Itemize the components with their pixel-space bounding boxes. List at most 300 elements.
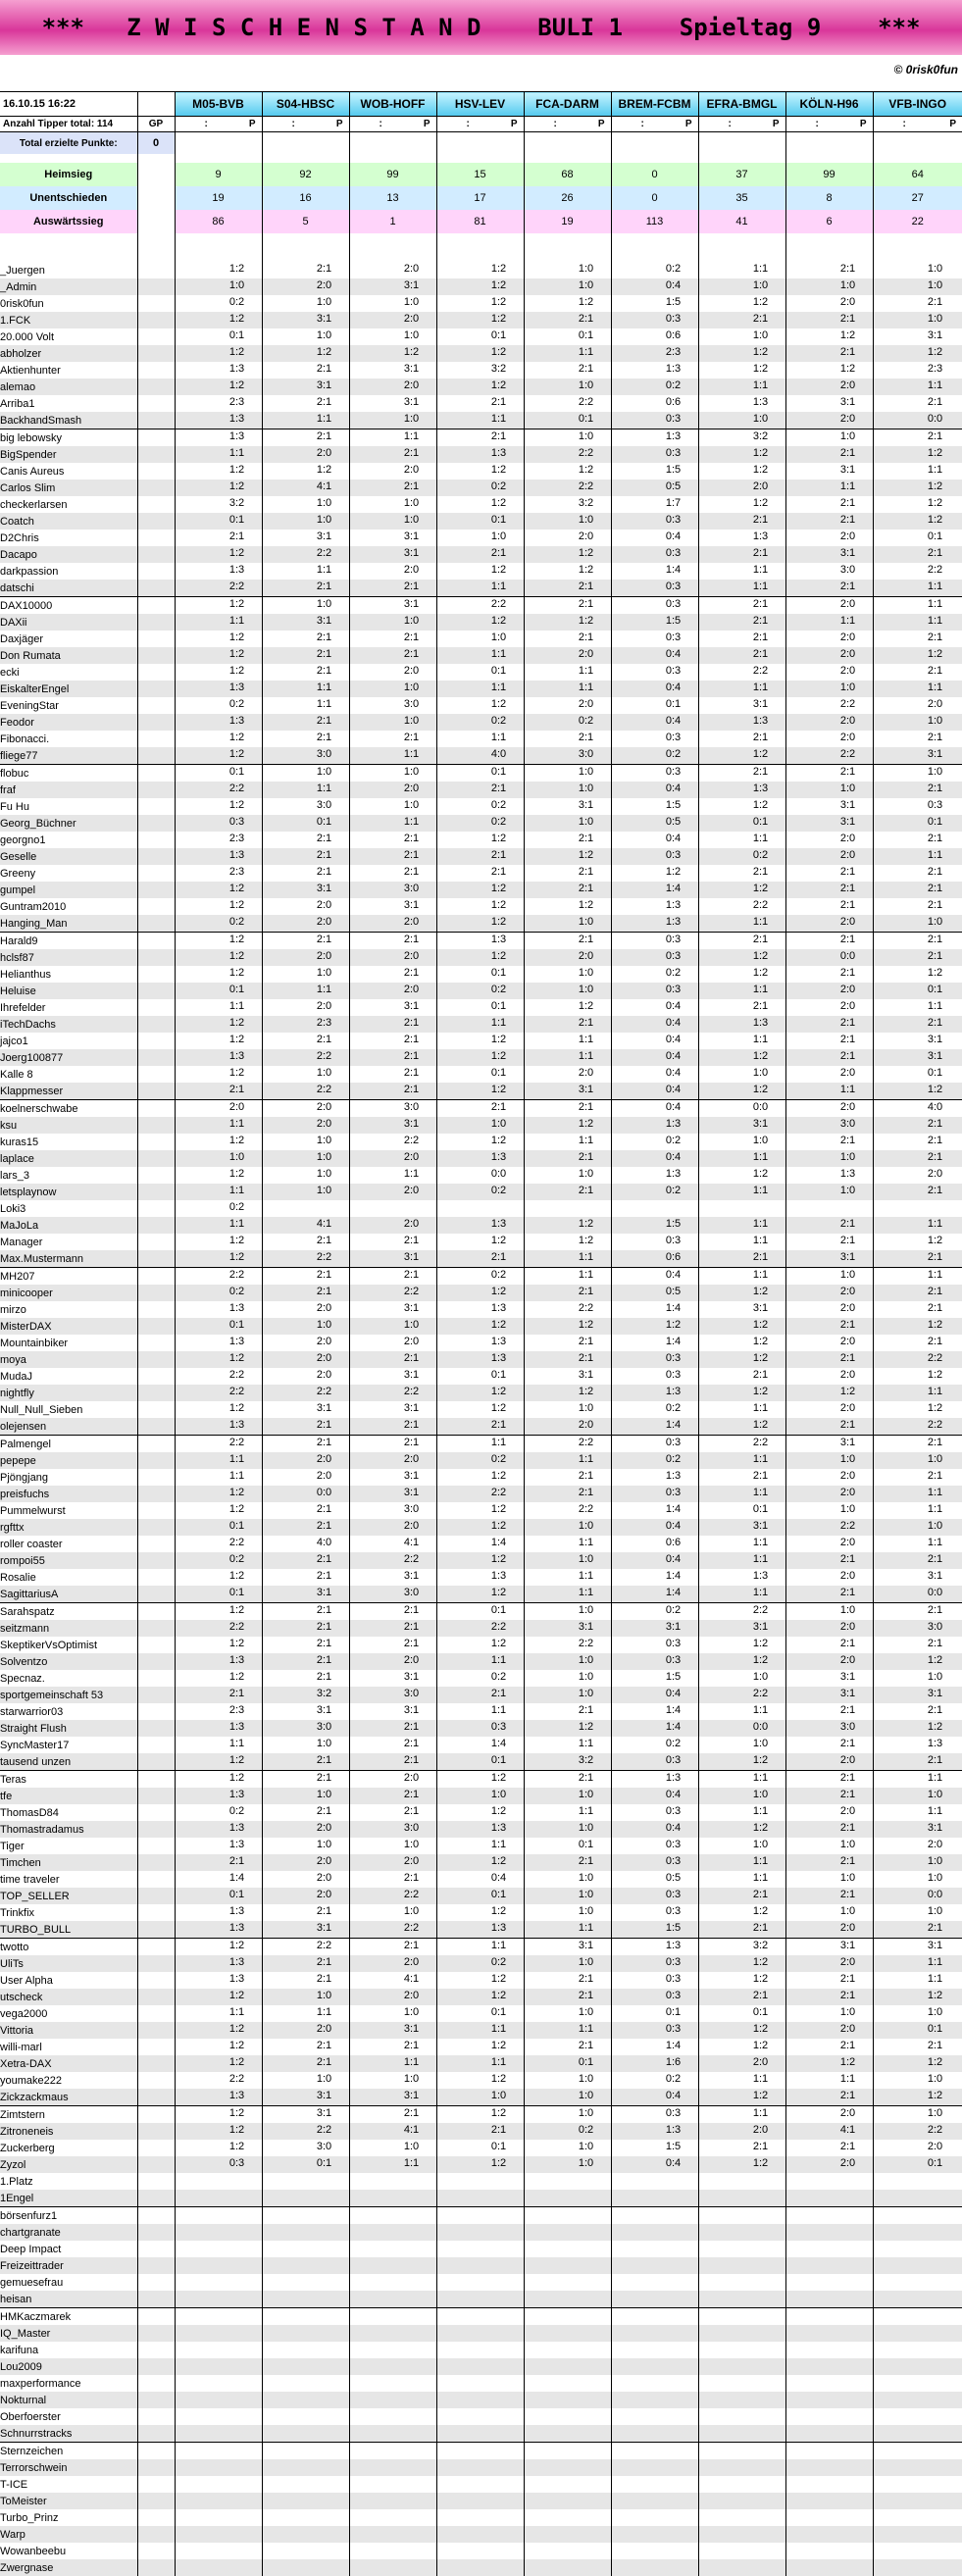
- tip-cell: [698, 614, 785, 631]
- tip-cell: [175, 395, 262, 412]
- tip-value: 1:2: [490, 1520, 507, 1532]
- tip-cell: [524, 2156, 611, 2173]
- tip-value: 1:0: [927, 715, 943, 727]
- tip-value: 2:2: [403, 1386, 420, 1397]
- tip-cell: [785, 1117, 873, 1134]
- tip-value: 1:2: [228, 1772, 245, 1784]
- tip-value: 1:3: [665, 1772, 682, 1784]
- tip-cell: [611, 882, 698, 898]
- tip-cell: [175, 832, 262, 848]
- tip-cell: [262, 1955, 349, 1972]
- date-time: 16.10.15 16:22: [0, 92, 137, 117]
- tip-cell: [175, 1318, 262, 1335]
- tip-cell: [873, 747, 962, 765]
- tip-cell: [785, 782, 873, 798]
- player-row: [0, 395, 962, 412]
- tip-value: 1:1: [490, 1940, 507, 1951]
- player-name: Warp: [0, 2526, 137, 2543]
- tip-cell: [349, 2156, 436, 2173]
- tip-cell: [349, 747, 436, 765]
- player-row: [0, 2207, 962, 2225]
- tip-value: 1:1: [490, 1839, 507, 1850]
- tip-cell: [524, 1939, 611, 1956]
- tip-value: 2:1: [927, 1922, 943, 1934]
- tip-cell: [524, 1301, 611, 1318]
- tip-cell: [873, 2291, 962, 2308]
- player-name: moya: [0, 1351, 137, 1368]
- tip-cell: [436, 2425, 524, 2443]
- tip-value: 1:3: [665, 899, 682, 911]
- tip-cell: [262, 2224, 349, 2241]
- tip-cell: [873, 2123, 962, 2140]
- player-row: [0, 2476, 962, 2493]
- tip-cell: [349, 2308, 436, 2326]
- player-row: [0, 1285, 962, 1301]
- stat-gp-cell: [137, 210, 175, 233]
- tip-cell: [436, 2190, 524, 2207]
- tip-cell: [262, 1737, 349, 1753]
- tip-cell: [175, 815, 262, 832]
- tip-value: 3:1: [316, 1587, 332, 1598]
- tip-cell: [611, 1100, 698, 1118]
- tip-value: 1:2: [752, 2090, 769, 2101]
- tip-cell: [349, 2072, 436, 2089]
- tip-value: 1:2: [490, 883, 507, 894]
- tip-cell: [175, 1033, 262, 1049]
- tip-cell: [611, 1972, 698, 1989]
- tip-value: 0:2: [490, 816, 507, 828]
- tip-cell: [524, 2140, 611, 2156]
- tip-value: 3:0: [403, 883, 420, 894]
- player-name: Ihrefelder: [0, 1001, 46, 1014]
- tip-value: 2:1: [927, 1336, 943, 1347]
- player-gp: [137, 2190, 175, 2207]
- player-name: Straight Flush: [0, 1720, 137, 1737]
- tip-value: 1:4: [665, 1336, 682, 1347]
- tip-value: 1:2: [927, 2090, 943, 2101]
- tip-cell: [349, 1234, 436, 1250]
- player-row: [0, 1536, 962, 1552]
- tip-subheader: [524, 117, 611, 132]
- tip-cell: [262, 480, 349, 496]
- tip-cell: [175, 2325, 262, 2342]
- tip-value: 1:2: [403, 346, 420, 358]
- player-gp: [137, 1100, 175, 1118]
- player-row: [0, 2559, 962, 2576]
- player-row: [0, 295, 962, 312]
- tip-value: 1:2: [927, 1369, 943, 1381]
- tip-value: 1:0: [316, 1067, 332, 1079]
- tip-value: 0:1: [578, 329, 594, 341]
- tip-cell: [349, 915, 436, 933]
- tip-cell: [175, 1904, 262, 1921]
- tip-value: 1:2: [228, 1402, 245, 1414]
- player-row: [0, 1519, 962, 1536]
- tip-value: 2:1: [403, 934, 420, 945]
- tip-cell: [262, 731, 349, 747]
- player-name: ThomasD84: [0, 1806, 59, 1819]
- tip-value: 1:3: [228, 1302, 245, 1314]
- tip-cell: [698, 647, 785, 664]
- tip-value: 1:2: [490, 1805, 507, 1817]
- player-gp: [137, 2274, 175, 2291]
- tip-cell: [698, 597, 785, 615]
- tip-value: 1:1: [927, 1269, 943, 1281]
- tip-cell: [262, 2190, 349, 2207]
- tip-cell: [873, 933, 962, 950]
- tip-cell: [524, 681, 611, 697]
- tip-value: 3:1: [403, 547, 420, 559]
- tip-value: 1:0: [403, 2006, 420, 2018]
- tip-cell: [873, 999, 962, 1016]
- tip-value: 2:1: [316, 581, 332, 592]
- tip-value: 2:0: [316, 1118, 332, 1130]
- tip-cell: [524, 2476, 611, 2493]
- tip-cell: [262, 2559, 349, 2576]
- tip-cell: [524, 933, 611, 950]
- spacer-cell: [873, 233, 962, 262]
- tip-value: 1:1: [228, 1738, 245, 1749]
- tip-cell: [524, 1804, 611, 1821]
- player-gp: [137, 1955, 175, 1972]
- tip-cell: [873, 1502, 962, 1519]
- tip-cell: [611, 1703, 698, 1720]
- tip-value: 1:1: [752, 1034, 769, 1045]
- tip-value: 2:1: [316, 1772, 332, 1784]
- player-name: Thomastradamus: [0, 1821, 137, 1838]
- tip-value: 1:0: [403, 1319, 420, 1331]
- tip-value: 1:0: [927, 1453, 943, 1465]
- tip-cell: [785, 2005, 873, 2022]
- tip-value: 0:3: [665, 1889, 682, 1900]
- player-row: [0, 1184, 962, 1200]
- tip-cell: [349, 1637, 436, 1653]
- player-row: [0, 1033, 962, 1049]
- tip-cell: [785, 412, 873, 429]
- tip-cell: [873, 1318, 962, 1335]
- tip-value: 2:0: [839, 1537, 856, 1548]
- tip-cell: [873, 1268, 962, 1286]
- tip-value: 2:1: [927, 1302, 943, 1314]
- tip-cell: [349, 2392, 436, 2408]
- tip-cell: [698, 412, 785, 429]
- player-gp: [137, 463, 175, 480]
- player-name: time traveler: [0, 1873, 60, 1886]
- spacer-cell: [137, 154, 175, 163]
- tip-value: 1:0: [403, 296, 420, 308]
- tip-cell: [262, 1904, 349, 1921]
- tip-value: 1:3: [228, 1789, 245, 1800]
- tip-value: 1:4: [665, 1503, 682, 1515]
- tip-value: 1:2: [927, 648, 943, 660]
- spacer-cell: [611, 154, 698, 163]
- tip-value: 3:2: [316, 1688, 332, 1699]
- tip-cell: [175, 429, 262, 447]
- tip-cell: [698, 2022, 785, 2039]
- tip-cell: [611, 2493, 698, 2509]
- tip-cell: [698, 747, 785, 765]
- tip-value: 3:1: [665, 1621, 682, 1633]
- tip-cell: [349, 2375, 436, 2392]
- tip-value: 1:0: [578, 1553, 594, 1565]
- player-gp: [137, 832, 175, 848]
- tip-value: 1:0: [927, 279, 943, 291]
- player-name: Xetra-DAX: [0, 2055, 137, 2072]
- player-name: fliege77: [0, 747, 137, 765]
- tip-cell: [524, 2325, 611, 2342]
- tip-value: 1:2: [228, 1487, 245, 1498]
- tip-value: 2:1: [839, 967, 856, 979]
- tip-value: 2:1: [578, 598, 594, 610]
- player-name: MaJoLa: [0, 1217, 137, 1234]
- tip-value: 2:0: [839, 1067, 856, 1079]
- player-row: [0, 2089, 962, 2106]
- tip-cell: [698, 1536, 785, 1552]
- tip-cell: [349, 1134, 436, 1150]
- tip-value: 1:0: [927, 916, 943, 928]
- tip-value: 1:0: [752, 1789, 769, 1800]
- tip-cell: [785, 898, 873, 915]
- tip-value: 1:3: [752, 1017, 769, 1029]
- tip-value: 1:3: [665, 916, 682, 928]
- player-gp: [137, 1552, 175, 1569]
- tip-value: 1:0: [578, 514, 594, 526]
- tip-value: 1:2: [228, 313, 245, 325]
- player-gp: [137, 2224, 175, 2241]
- tip-value: 1:1: [403, 748, 420, 760]
- tip-cell: [349, 681, 436, 697]
- stat-value: 68: [524, 163, 611, 186]
- tip-cell: [175, 312, 262, 328]
- tip-value: 2:1: [316, 866, 332, 878]
- tip-cell: [175, 1989, 262, 2005]
- player-name: minicooper: [0, 1285, 137, 1301]
- tip-cell: [698, 898, 785, 915]
- tip-cell: [349, 731, 436, 747]
- tip-cell: [698, 1217, 785, 1234]
- tip-cell: [175, 1620, 262, 1637]
- page-banner: [0, 0, 962, 55]
- tip-cell: [262, 1703, 349, 1720]
- tip-cell: [436, 1217, 524, 1234]
- tip-value: 2:1: [403, 1352, 420, 1364]
- tip-cell: [873, 1150, 962, 1167]
- tip-value: 1:1: [228, 447, 245, 459]
- spacer-row: [0, 154, 962, 163]
- tip-cell: [349, 1569, 436, 1586]
- tip-value: 1:2: [927, 497, 943, 509]
- player-gp: [137, 1217, 175, 1234]
- tip-cell: [785, 513, 873, 530]
- tip-cell: [524, 2375, 611, 2392]
- tip-value: 3:0: [403, 1101, 420, 1113]
- tip-cell: [611, 2291, 698, 2308]
- tip-value: 0:3: [665, 598, 682, 610]
- tip-value: 1:0: [403, 329, 420, 341]
- tip-value: 0:3: [665, 950, 682, 962]
- tip-cell: [698, 1955, 785, 1972]
- tip-cell: [611, 2443, 698, 2460]
- player-row: [0, 2156, 962, 2173]
- tip-cell: [262, 966, 349, 983]
- tip-cell: [873, 966, 962, 983]
- tip-cell: [175, 647, 262, 664]
- player-name: User Alpha: [0, 1974, 53, 1987]
- tip-cell: [436, 312, 524, 328]
- tip-cell: [785, 1234, 873, 1250]
- tip-cell: [698, 2173, 785, 2190]
- tip-cell: [349, 798, 436, 815]
- player-gp: [137, 1469, 175, 1486]
- tip-cell: [262, 1150, 349, 1167]
- tip-cell: [436, 2106, 524, 2124]
- tip-value: 1:1: [490, 648, 507, 660]
- tip-value: 1:1: [316, 2006, 332, 2018]
- stat-value: 16: [262, 186, 349, 210]
- tip-cell: [611, 580, 698, 597]
- tip-cell: [349, 1838, 436, 1854]
- tip-value: 1:2: [490, 1990, 507, 2001]
- tip-cell: [611, 1569, 698, 1586]
- tip-cell: [698, 446, 785, 463]
- tip-value: 1:4: [665, 1721, 682, 1733]
- tip-cell: [785, 681, 873, 697]
- tip-value: 1:2: [228, 950, 245, 962]
- tip-cell: [611, 1904, 698, 1921]
- player-gp: [137, 1318, 175, 1335]
- player-gp: [137, 2342, 175, 2358]
- tip-cell: [611, 362, 698, 379]
- tip-value: 2:1: [316, 263, 332, 275]
- tip-cell: [611, 563, 698, 580]
- player-name: 1.FCK: [0, 312, 137, 328]
- tip-value: 2:2: [578, 1503, 594, 1515]
- player-name: preisfuchs: [0, 1486, 137, 1502]
- tip-cell: [698, 1871, 785, 1888]
- tip-cell: [698, 2342, 785, 2358]
- player-gp: [137, 2291, 175, 2308]
- tip-cell: [349, 1469, 436, 1486]
- tip-cell: [873, 429, 962, 447]
- tip-value: 1:0: [578, 816, 594, 828]
- player-name: darkpassion: [0, 565, 59, 578]
- tip-cell: [349, 2055, 436, 2072]
- tip-value: 1:2: [228, 1990, 245, 2001]
- spacer-cell: [873, 154, 962, 163]
- player-name: Vittoria: [0, 2022, 137, 2039]
- tip-cell: [436, 2055, 524, 2072]
- tip-value: 3:1: [403, 1487, 420, 1498]
- tip-value: 2:0: [403, 263, 420, 275]
- tip-cell: [262, 1452, 349, 1469]
- tip-cell: [698, 2039, 785, 2055]
- tip-value: 0:1: [752, 1503, 769, 1515]
- tip-value: 2:1: [403, 1084, 420, 1095]
- tip-value: 1:2: [228, 883, 245, 894]
- tip-value: 1:0: [403, 715, 420, 727]
- tip-value: 2:1: [403, 1721, 420, 1733]
- tip-value: 1:1: [752, 2073, 769, 2085]
- tip-value: 1:0: [490, 530, 507, 542]
- tip-cell: [349, 496, 436, 513]
- player-name: BigSpender: [0, 446, 137, 463]
- tip-value: 1:2: [752, 1419, 769, 1431]
- tip-cell: [611, 496, 698, 513]
- tip-value: 1:1: [228, 1470, 245, 1482]
- player-row: [0, 1586, 962, 1603]
- tip-cell: [262, 2308, 349, 2326]
- tip-cell: [349, 2325, 436, 2342]
- tip-cell: [785, 2408, 873, 2425]
- tip-value: 1:2: [752, 1084, 769, 1095]
- player-name: Trinkfix: [0, 1906, 35, 1919]
- tip-cell: [611, 2173, 698, 2190]
- tip-value: 0:2: [578, 715, 594, 727]
- tip-value: 1:2: [228, 1940, 245, 1951]
- player-row: [0, 2274, 962, 2291]
- tip-cell: [436, 1703, 524, 1720]
- tip-cell: [873, 2308, 962, 2326]
- player-name: Daxjäger: [0, 632, 44, 645]
- tip-cell: [349, 295, 436, 312]
- tip-value: 1:2: [228, 732, 245, 743]
- tip-cell: [349, 2005, 436, 2022]
- tip-value: 2:2: [839, 748, 856, 760]
- stat-row: [0, 163, 962, 186]
- stat-gp-cell: [137, 186, 175, 210]
- tip-value: 3:1: [316, 313, 332, 325]
- tip-value: 2:1: [490, 1688, 507, 1699]
- tip-value: 2:0: [839, 1369, 856, 1381]
- standings-table: [0, 91, 962, 2576]
- tip-cell: [436, 429, 524, 447]
- tip-cell: [873, 2156, 962, 2173]
- tip-cell: [698, 2224, 785, 2241]
- tip-value: 3:0: [316, 748, 332, 760]
- tip-value: 1:1: [403, 816, 420, 828]
- tip-cell: [436, 1536, 524, 1552]
- tip-value: 2:1: [316, 1805, 332, 1817]
- tip-cell: [785, 1016, 873, 1033]
- tip-cell: [349, 631, 436, 647]
- player-row: [0, 2173, 962, 2190]
- tip-value: 0:5: [665, 1286, 682, 1297]
- tip-value: 2:0: [316, 1889, 332, 1900]
- tip-value: 2:2: [927, 1352, 943, 1364]
- tip-cell: [175, 1083, 262, 1100]
- tip-value: 2:1: [228, 1084, 245, 1095]
- tip-value: 2:1: [578, 934, 594, 945]
- tip-value: 1:2: [490, 1638, 507, 1649]
- tip-value: 2:1: [839, 1135, 856, 1146]
- tip-value: 0:4: [665, 1034, 682, 1045]
- tip-cell: [175, 1771, 262, 1789]
- tip-cell: [873, 1871, 962, 1888]
- tip-cell: [611, 731, 698, 747]
- tip-value: 2:1: [752, 1470, 769, 1482]
- player-name: gemuesefrau: [0, 2276, 64, 2289]
- tip-value: 2:1: [752, 1369, 769, 1381]
- tip-value: 1:0: [927, 2073, 943, 2085]
- tip-value: 1:0: [578, 1956, 594, 1968]
- tip-value: 1:2: [490, 1386, 507, 1397]
- tip-value: 0:2: [490, 480, 507, 492]
- tip-value: 2:0: [403, 783, 420, 794]
- tip-value: 2:1: [490, 1419, 507, 1431]
- tip-value: 1:0: [578, 1168, 594, 1180]
- tip-cell: [436, 2476, 524, 2493]
- player-name: Loki3: [0, 1202, 26, 1215]
